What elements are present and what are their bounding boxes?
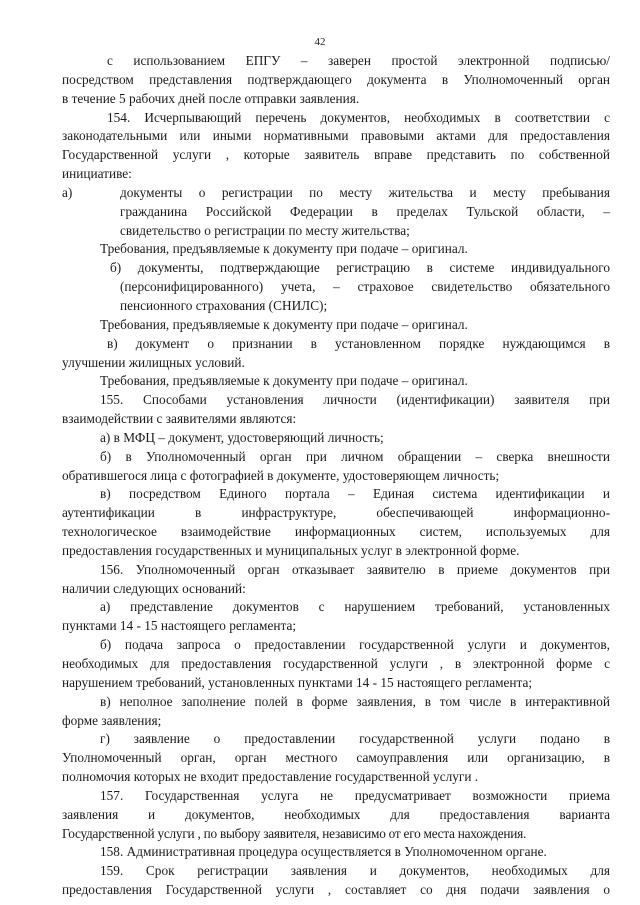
text-line: 159. Срок регистрации заявления и документов, необходимых для (100, 863, 610, 879)
text-line: 157. Государственная услуга не предусматривает возможности приема (100, 787, 610, 803)
text-line: Государственной услуги , по выбору заявителя, независимо от его места нахождения. (62, 825, 527, 841)
text-line: гражданина Российской Федерации в пределах Тульской области, – (120, 203, 610, 219)
list-item-a (62, 184, 610, 241)
text-line: предоставления Государственной услуги , составляет со дня подачи заявления о (62, 882, 610, 898)
text-line: г) заявление о предоставлении государственной услуги подано в (100, 731, 610, 747)
text-line: в течение 5 рабочих дней после отправки заявления. (62, 90, 360, 106)
text-line: 158. Административная процедура осуществляется в Уполномоченном органе. (100, 844, 547, 860)
text-line: в) неполное заполнение полей в форме заявления, в том числе в интерактивной (100, 693, 610, 709)
text-line: улучшении жилищных условий. (62, 354, 245, 370)
text-line: обратившегося лица с фотографией в документе, удостоверяющем личность; (62, 467, 500, 483)
text-line: предоставления государственных и муниципальных услуг в электронной форме. (62, 542, 520, 558)
text-line: а) в МФЦ – документ, удостоверяющий личность; (100, 429, 384, 445)
text-line: Требования, предъявляемые к документу при подаче – оригинал. (100, 373, 468, 389)
text-line: б) документы, подтверждающие регистрацию в системе индивидуального (110, 260, 610, 276)
text-line: б) в Уполномоченный орган при личном обращении – сверка внешности (100, 448, 610, 464)
text-line: взаимодействии с заявителями являются: (62, 411, 297, 427)
text-line: технологическое взаимодействие информационных систем, используемых для (62, 524, 610, 540)
text-line: 155. Способами установления личности (идентификации) заявителя при (100, 392, 610, 408)
text-line: законодательными или иными нормативными правовыми актами для предоставления (62, 128, 610, 144)
page-number: 42 (314, 36, 326, 48)
text-line: в) посредством Единого портала – Единая система идентификации и (100, 486, 610, 502)
text-line: Уполномоченный орган, орган местного самоуправления или организацию, в (62, 750, 610, 766)
text-line: заявления и документов, необходимых для предоставления варианта (62, 806, 610, 822)
text-line: пунктами 14 - 15 настоящего регламента; (62, 618, 297, 634)
text-line: инициативе: (62, 166, 132, 182)
text-line: (персонифицированного) учета, – страховое свидетельство обязательного (120, 279, 610, 295)
text-line: 154. Исчерпывающий перечень документов, необходимых в соответствии с (107, 109, 610, 125)
text-line: аутентификации в инфраструктуре, обеспечивающей информационно- (62, 505, 610, 521)
list-item-b (110, 259, 610, 316)
text-line: наличии следующих оснований: (62, 580, 246, 596)
text-line: форме заявления; (62, 712, 162, 728)
text-line: в) документ о признании в установленном порядке нуждающимся в (107, 335, 610, 351)
text-line: 156. Уполномоченный орган отказывает заявителю в приеме документов при (100, 561, 610, 577)
text-line: с использованием ЕПГУ – заверен простой электронной подписью/ (107, 53, 610, 68)
list-marker: а) (62, 184, 73, 200)
text-line: Требования, предъявляемые к документу при подаче – оригинал. (100, 241, 468, 257)
text-line: Требования, предъявляемые к документу при подаче – оригинал. (100, 316, 468, 332)
text-line: необходимых для предоставления государственной услуги , в электронной форме с (62, 656, 610, 671)
text-line: нарушением требований, установленных пунктами 14 - 15 настоящего регламента; (62, 674, 533, 690)
text-line: полномочия которых не входит предоставление государственной услуги . (62, 769, 479, 785)
text-line: а) представление документов с нарушением требований, установленных (100, 599, 610, 615)
text-line: Государственной услуги , которые заявитель вправе представить по собственной (62, 147, 610, 163)
text-line: посредством представления подтверждающего документа в Уполномоченный орган (62, 71, 610, 87)
text-line: свидетельство о регистрации по месту жительства; (120, 222, 410, 238)
text-line: пенсионного страхования (СНИЛС); (120, 297, 328, 313)
text-line: документы о регистрации по месту жительства и месту пребывания (120, 184, 610, 200)
text-line: б) подача запроса о предоставлении государственной услуги и документов, (100, 637, 610, 653)
page-body (62, 52, 610, 900)
